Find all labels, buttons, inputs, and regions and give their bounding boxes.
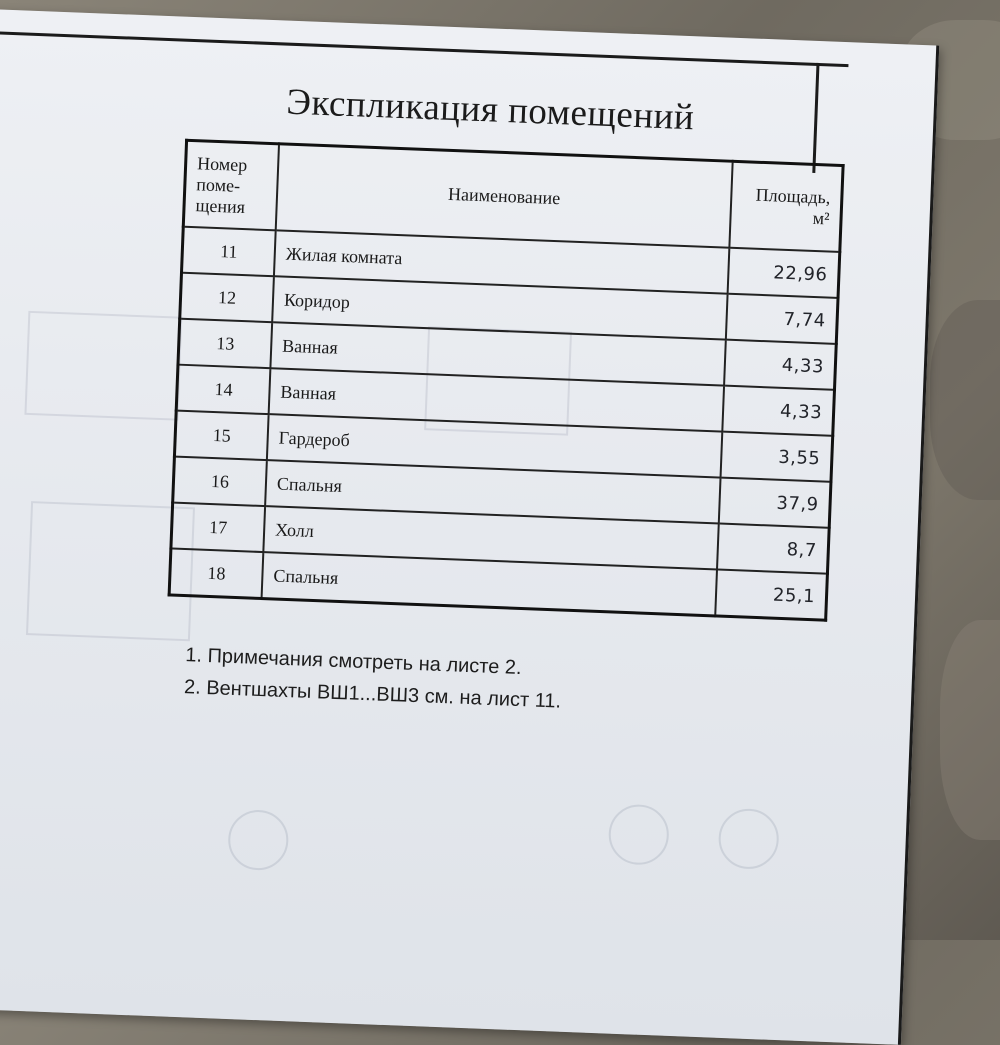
header-area: Площадь, м² [729, 161, 843, 252]
room-name: Холл [263, 506, 718, 569]
room-number: 11 [182, 227, 276, 277]
note-2: 2. Вентшахты ВШ1...ВШ3 см. на лист 11. [183, 676, 562, 713]
room-area: 4,33 [722, 386, 834, 436]
document-title: Экспликация помещений [285, 81, 696, 139]
ghost-circle [227, 809, 289, 871]
ghost-window [24, 311, 182, 421]
header-room-name: Наименование [276, 144, 733, 248]
room-area: 37,9 [719, 478, 831, 528]
room-area: 22,96 [728, 248, 840, 298]
stone-texture [940, 620, 1000, 840]
notes-block [183, 639, 562, 717]
ghost-circle [718, 808, 780, 870]
header-room-number: Номер поме-щения [183, 140, 279, 230]
stone-texture [930, 300, 1000, 500]
explication-table [168, 139, 845, 622]
room-number: 12 [180, 273, 274, 323]
frame-right-line [812, 63, 819, 173]
room-number: 17 [171, 503, 265, 553]
room-number: 14 [176, 365, 270, 415]
room-area: 25,1 [715, 569, 827, 620]
room-name: Гардероб [267, 414, 722, 477]
room-name: Жилая комната [274, 230, 729, 293]
frame-top-line [0, 32, 848, 68]
room-area: 7,74 [726, 294, 838, 344]
room-number: 16 [173, 457, 267, 507]
paper-sheet [0, 8, 939, 1045]
room-area: 3,55 [721, 432, 833, 482]
room-number: 13 [178, 319, 272, 369]
room-number: 15 [174, 411, 268, 461]
room-area: 4,33 [724, 340, 836, 390]
room-name: Коридор [272, 276, 727, 339]
frame-right-border [898, 46, 939, 1045]
room-name: Спальня [262, 552, 717, 616]
note-1: 1. Примечания смотреть на листе 2. [184, 644, 522, 680]
room-name: Ванная [269, 368, 724, 431]
room-name: Спальня [265, 460, 720, 523]
room-area: 8,7 [717, 524, 829, 574]
room-name: Ванная [270, 322, 725, 385]
ghost-circle [608, 804, 670, 866]
room-number: 18 [169, 548, 263, 598]
